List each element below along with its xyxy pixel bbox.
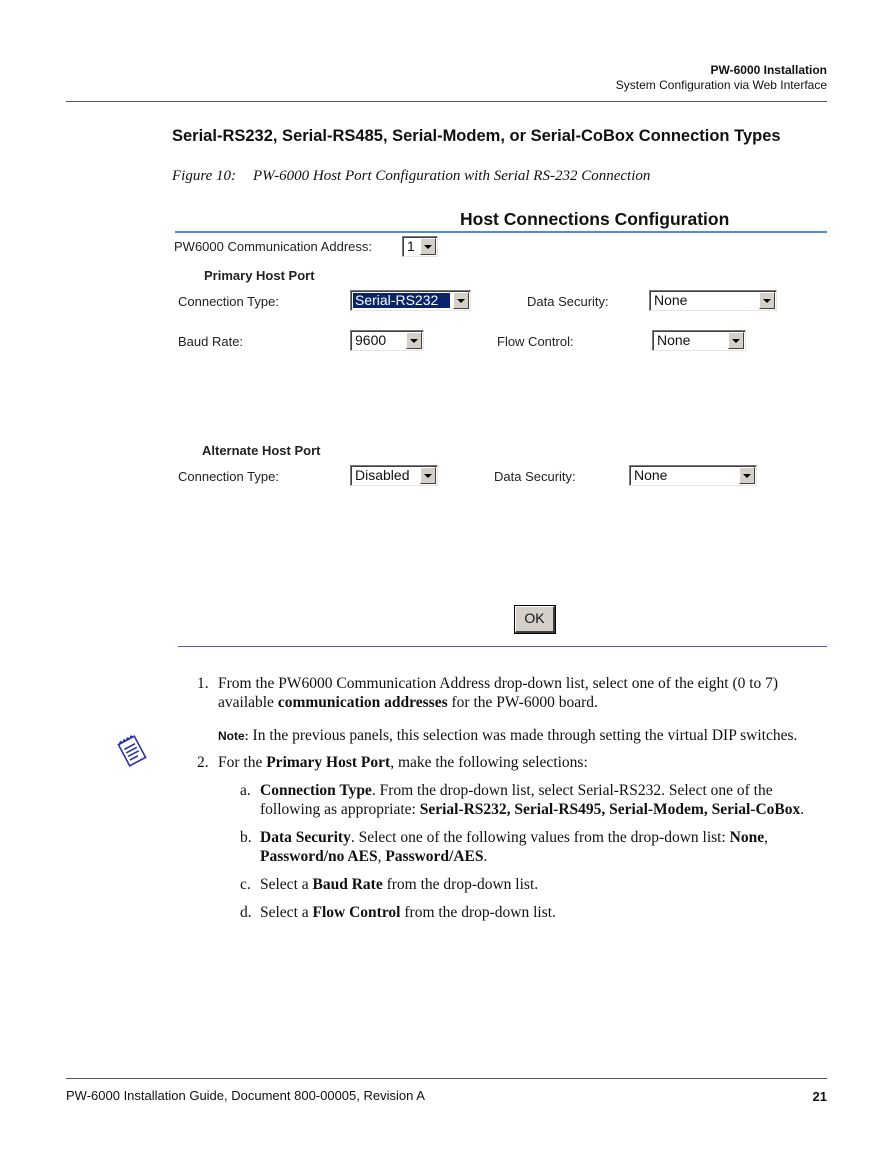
primary-connection-type-value: Serial-RS232 bbox=[353, 293, 450, 308]
sub-a-number: a. bbox=[240, 782, 251, 799]
sub-c-number: c. bbox=[240, 876, 251, 893]
alternate-connection-type-select[interactable] bbox=[350, 465, 438, 486]
sub-a-line-1 bbox=[260, 781, 830, 800]
header-divider bbox=[66, 101, 827, 102]
sub-b-text bbox=[260, 828, 830, 866]
comm-address-select[interactable] bbox=[402, 236, 438, 257]
primary-host-port-heading: Primary Host Port bbox=[204, 268, 315, 283]
figure-caption bbox=[172, 168, 650, 185]
sub-b-t1: . Select one of the following values from the drop-down list: bbox=[350, 829, 730, 846]
sub-a-t1: . From the drop-down list, select Serial-RS232. Select one of the bbox=[371, 782, 773, 799]
sub-b-line-1 bbox=[260, 828, 830, 847]
sub-c-t1: Select a bbox=[260, 876, 313, 893]
chevron-down-icon[interactable] bbox=[739, 467, 755, 484]
step-1-bold: communication addresses bbox=[277, 694, 448, 711]
section-title: Serial-RS232, Serial-RS485, Serial-Modem, or Serial-CoBox Connection Types bbox=[172, 127, 781, 145]
step-2-text bbox=[218, 753, 588, 772]
figure-caption-text: PW-6000 Host Port Configuration with Serial RS-232 Connection bbox=[253, 168, 651, 184]
sub-b-bold-1: Data Security bbox=[260, 829, 351, 846]
sub-b-bold-4: Password/AES bbox=[385, 848, 484, 865]
alternate-data-security-value: None bbox=[634, 467, 668, 483]
primary-connection-type-label: Connection Type: bbox=[178, 294, 279, 309]
sub-b-bold-3: Password/no AES bbox=[260, 848, 378, 865]
note-body: In the previous panels, this selection was made through setting the virtual DIP switches. bbox=[248, 727, 798, 744]
step-2-number: 2. bbox=[197, 754, 209, 771]
sub-b-bold-2: None bbox=[729, 829, 765, 846]
alternate-data-security-select[interactable] bbox=[629, 465, 757, 486]
baud-rate-select[interactable] bbox=[350, 330, 424, 351]
sub-c-text bbox=[260, 875, 538, 894]
sub-b-t2: , bbox=[764, 829, 768, 846]
chevron-down-icon[interactable] bbox=[420, 467, 436, 484]
sub-b-t3: , bbox=[377, 848, 386, 865]
sub-b-line-2 bbox=[260, 847, 830, 866]
sub-a-text bbox=[260, 781, 830, 819]
note-pad-icon bbox=[115, 734, 149, 773]
sub-d-bold: Flow Control bbox=[312, 904, 401, 921]
step-1-t3: for the PW-6000 board. bbox=[447, 694, 598, 711]
chevron-down-icon[interactable] bbox=[406, 332, 422, 349]
note-label: Note: bbox=[218, 729, 249, 743]
step-1-text bbox=[218, 674, 828, 712]
sub-b-number: b. bbox=[240, 829, 252, 846]
comm-address-value: 1 bbox=[407, 238, 415, 254]
sub-a-t2: following as appropriate: bbox=[260, 801, 420, 818]
primary-data-security-label: Data Security: bbox=[527, 294, 609, 309]
footer-text: PW-6000 Installation Guide, Document 800-00005, Revision A bbox=[66, 1088, 425, 1103]
footer-divider bbox=[66, 1078, 827, 1079]
panel-title: Host Connections Configuration bbox=[460, 209, 730, 229]
primary-connection-type-select[interactable] bbox=[350, 290, 471, 311]
step-1-line-2 bbox=[218, 693, 828, 712]
chevron-down-icon[interactable] bbox=[728, 332, 744, 349]
sub-d-number: d. bbox=[240, 904, 252, 921]
chevron-down-icon[interactable] bbox=[420, 238, 436, 255]
step-2-t1: For the bbox=[218, 754, 267, 771]
sub-b-t4: . bbox=[483, 848, 488, 865]
flow-control-value: None bbox=[657, 332, 691, 348]
baud-rate-label: Baud Rate: bbox=[178, 334, 244, 349]
sub-a-t3: . bbox=[800, 801, 805, 818]
note-text bbox=[218, 726, 797, 746]
step-1-line-1: From the PW6000 Communication Address drop-down list, select one of the eight (0 to 7) bbox=[218, 675, 779, 692]
alternate-host-port-heading: Alternate Host Port bbox=[202, 443, 321, 458]
ok-button[interactable]: OK bbox=[515, 606, 555, 633]
chevron-down-icon[interactable] bbox=[759, 292, 775, 309]
baud-rate-value: 9600 bbox=[355, 332, 387, 348]
chevron-down-icon[interactable] bbox=[453, 292, 469, 309]
flow-control-select[interactable] bbox=[652, 330, 746, 351]
sub-c-t2: from the drop-down list. bbox=[382, 876, 539, 893]
primary-data-security-value: None bbox=[654, 292, 688, 308]
sub-d-t1: Select a bbox=[260, 904, 313, 921]
step-2-bold: Primary Host Port bbox=[266, 754, 391, 771]
alternate-connection-type-label: Connection Type: bbox=[178, 469, 279, 484]
sub-a-bold-2: Serial-RS232, Serial-RS495, Serial-Modem, Serial-CoBox bbox=[419, 801, 801, 818]
primary-data-security-select[interactable] bbox=[649, 290, 777, 311]
sub-d-text bbox=[260, 903, 556, 922]
sub-d-t2: from the drop-down list. bbox=[400, 904, 556, 921]
sub-a-bold-1: Connection Type bbox=[260, 782, 372, 799]
sub-c-bold: Baud Rate bbox=[312, 876, 383, 893]
header-title: PW-6000 Installation bbox=[710, 63, 827, 77]
panel-bottom-rule bbox=[178, 646, 827, 647]
alternate-data-security-label: Data Security: bbox=[494, 469, 576, 484]
comm-address-label: PW6000 Communication Address: bbox=[174, 239, 372, 254]
page-number: 21 bbox=[812, 1089, 827, 1104]
sub-a-line-2 bbox=[260, 800, 830, 819]
step-1-number: 1. bbox=[197, 675, 209, 692]
header-subtitle: System Configuration via Web Interface bbox=[615, 78, 827, 92]
figure-label: Figure 10: bbox=[172, 168, 237, 184]
panel-title-rule bbox=[175, 231, 827, 233]
flow-control-label: Flow Control: bbox=[497, 334, 574, 349]
step-1-t2: available bbox=[218, 694, 278, 711]
alternate-connection-type-value: Disabled bbox=[355, 467, 410, 483]
step-2-t2: , make the following selections: bbox=[390, 754, 588, 771]
